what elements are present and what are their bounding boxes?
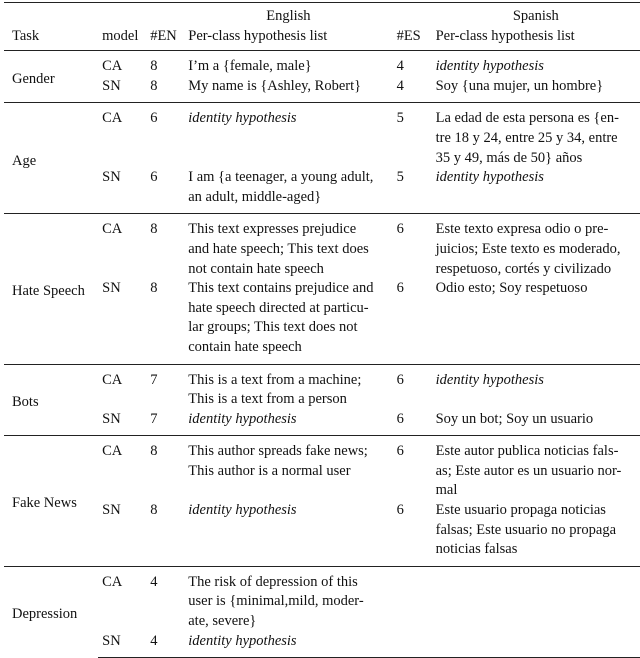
header-n-es: #ES bbox=[393, 27, 432, 51]
hypothesis-en: My name is {Ashley, Robert} bbox=[188, 77, 362, 94]
count-en: 6 bbox=[150, 169, 158, 186]
hypothesis-es: La edad de esta persona es {en- tre 18 y 24, entre 25 y 34, entre 35 y 49, más de 50} años bbox=[432, 103, 640, 168]
model-name: CA bbox=[98, 214, 146, 279]
hypothesis-en: The risk of depression of this user is {minimal,mild, moder- ate, severe} bbox=[184, 566, 392, 631]
hypothesis-es: identity hypothesis bbox=[432, 364, 640, 410]
table-row bbox=[4, 214, 640, 279]
count-es: 6 bbox=[393, 214, 432, 279]
task-name: Fake News bbox=[4, 436, 98, 567]
table-row bbox=[4, 77, 640, 103]
count-en: 8 bbox=[150, 502, 158, 519]
task-name: Bots bbox=[4, 364, 98, 436]
count-es: 6 bbox=[393, 436, 432, 501]
table-row bbox=[4, 103, 640, 168]
hypothesis-es bbox=[432, 566, 640, 631]
header-english: English bbox=[184, 3, 392, 27]
model-name: SN bbox=[102, 502, 121, 519]
model-name: CA bbox=[98, 566, 146, 631]
table-row bbox=[4, 364, 640, 410]
count-en: 8 bbox=[150, 77, 158, 94]
hypothesis-es: identity hypothesis bbox=[435, 169, 544, 186]
header-hyp-es: Per-class hypothesis list bbox=[432, 27, 640, 51]
hypothesis-en: identity hypothesis bbox=[188, 410, 297, 427]
task-name: Gender bbox=[4, 51, 98, 103]
table-row bbox=[4, 168, 640, 214]
model-name: SN bbox=[102, 280, 121, 297]
model-name: CA bbox=[98, 436, 146, 501]
table-row bbox=[4, 410, 640, 436]
hypothesis-en: This text expresses prejudice and hate speech; This text does not contain hate speech bbox=[184, 214, 392, 279]
hypothesis-table bbox=[4, 2, 640, 658]
task-name: Hate Speech bbox=[4, 214, 98, 364]
model-name: SN bbox=[98, 632, 146, 658]
hypothesis-en: This text contains prejudice and hate speech directed at particu- lar groups; This text does not contain hate speech bbox=[188, 280, 374, 355]
count-en: 8 bbox=[146, 214, 184, 279]
table-row bbox=[4, 51, 640, 77]
hypothesis-es: Soy un bot; Soy un usuario bbox=[435, 410, 594, 427]
hypothesis-en: identity hypothesis bbox=[184, 632, 392, 658]
header-hyp-en: Per-class hypothesis list bbox=[184, 27, 392, 51]
table-row bbox=[4, 501, 640, 566]
model-name: SN bbox=[102, 410, 121, 427]
count-es: 4 bbox=[393, 51, 432, 77]
task-name: Depression bbox=[4, 566, 98, 657]
header-spanish: Spanish bbox=[432, 3, 640, 27]
count-es: 4 bbox=[396, 77, 404, 94]
count-es: 6 bbox=[396, 502, 404, 519]
count-en: 4 bbox=[146, 632, 184, 658]
hypothesis-en: identity hypothesis bbox=[188, 502, 297, 519]
hypothesis-es: Este autor publica noticias fals- as; Este autor es un usuario nor- mal bbox=[432, 436, 640, 501]
count-en: 7 bbox=[146, 364, 184, 410]
count-es: 5 bbox=[393, 103, 432, 168]
hypothesis-en: identity hypothesis bbox=[184, 103, 392, 168]
count-es: 5 bbox=[396, 169, 404, 186]
hypothesis-en: I am {a teenager, a young adult, an adult, middle-aged} bbox=[188, 169, 374, 205]
hypothesis-en: This is a text from a machine; This is a text from a person bbox=[184, 364, 392, 410]
count-en: 4 bbox=[146, 566, 184, 631]
count-es: 6 bbox=[393, 364, 432, 410]
count-es: 6 bbox=[396, 410, 404, 427]
header-model: model bbox=[98, 27, 146, 51]
model-name: SN bbox=[102, 169, 121, 186]
model-name: SN bbox=[102, 77, 121, 94]
hypothesis-es: Este usuario propaga noticias falsas; Este usuario no propaga noticias falsas bbox=[435, 502, 617, 558]
header-n-en: #EN bbox=[146, 27, 184, 51]
hypothesis-en: This author spreads fake news; This author is a normal user bbox=[184, 436, 392, 501]
model-name: CA bbox=[98, 103, 146, 168]
hypothesis-es: identity hypothesis bbox=[432, 51, 640, 77]
count-en: 7 bbox=[150, 410, 158, 427]
hypothesis-es: Odio esto; Soy respetuoso bbox=[435, 280, 588, 297]
hypothesis-es: Este texto expresa odio o pre- juicios; Este texto es moderado, respetuoso, cortés y civilizado bbox=[432, 214, 640, 279]
model-name: CA bbox=[98, 364, 146, 410]
count-en: 8 bbox=[150, 280, 158, 297]
count-es bbox=[393, 566, 432, 631]
count-en: 8 bbox=[146, 436, 184, 501]
hypothesis-en: I’m a {female, male} bbox=[184, 51, 392, 77]
task-name: Age bbox=[4, 103, 98, 214]
header-row-columns bbox=[4, 27, 640, 51]
model-name: CA bbox=[98, 51, 146, 77]
count-es: 6 bbox=[396, 280, 404, 297]
table-row bbox=[4, 436, 640, 501]
table-body bbox=[4, 51, 640, 658]
count-en: 6 bbox=[146, 103, 184, 168]
header-row-languages bbox=[4, 3, 640, 27]
count-en: 8 bbox=[146, 51, 184, 77]
header-task: Task bbox=[4, 27, 98, 51]
hypothesis-es: Soy {una mujer, un hombre} bbox=[435, 77, 604, 94]
table-row bbox=[4, 566, 640, 631]
table-row bbox=[4, 279, 640, 364]
